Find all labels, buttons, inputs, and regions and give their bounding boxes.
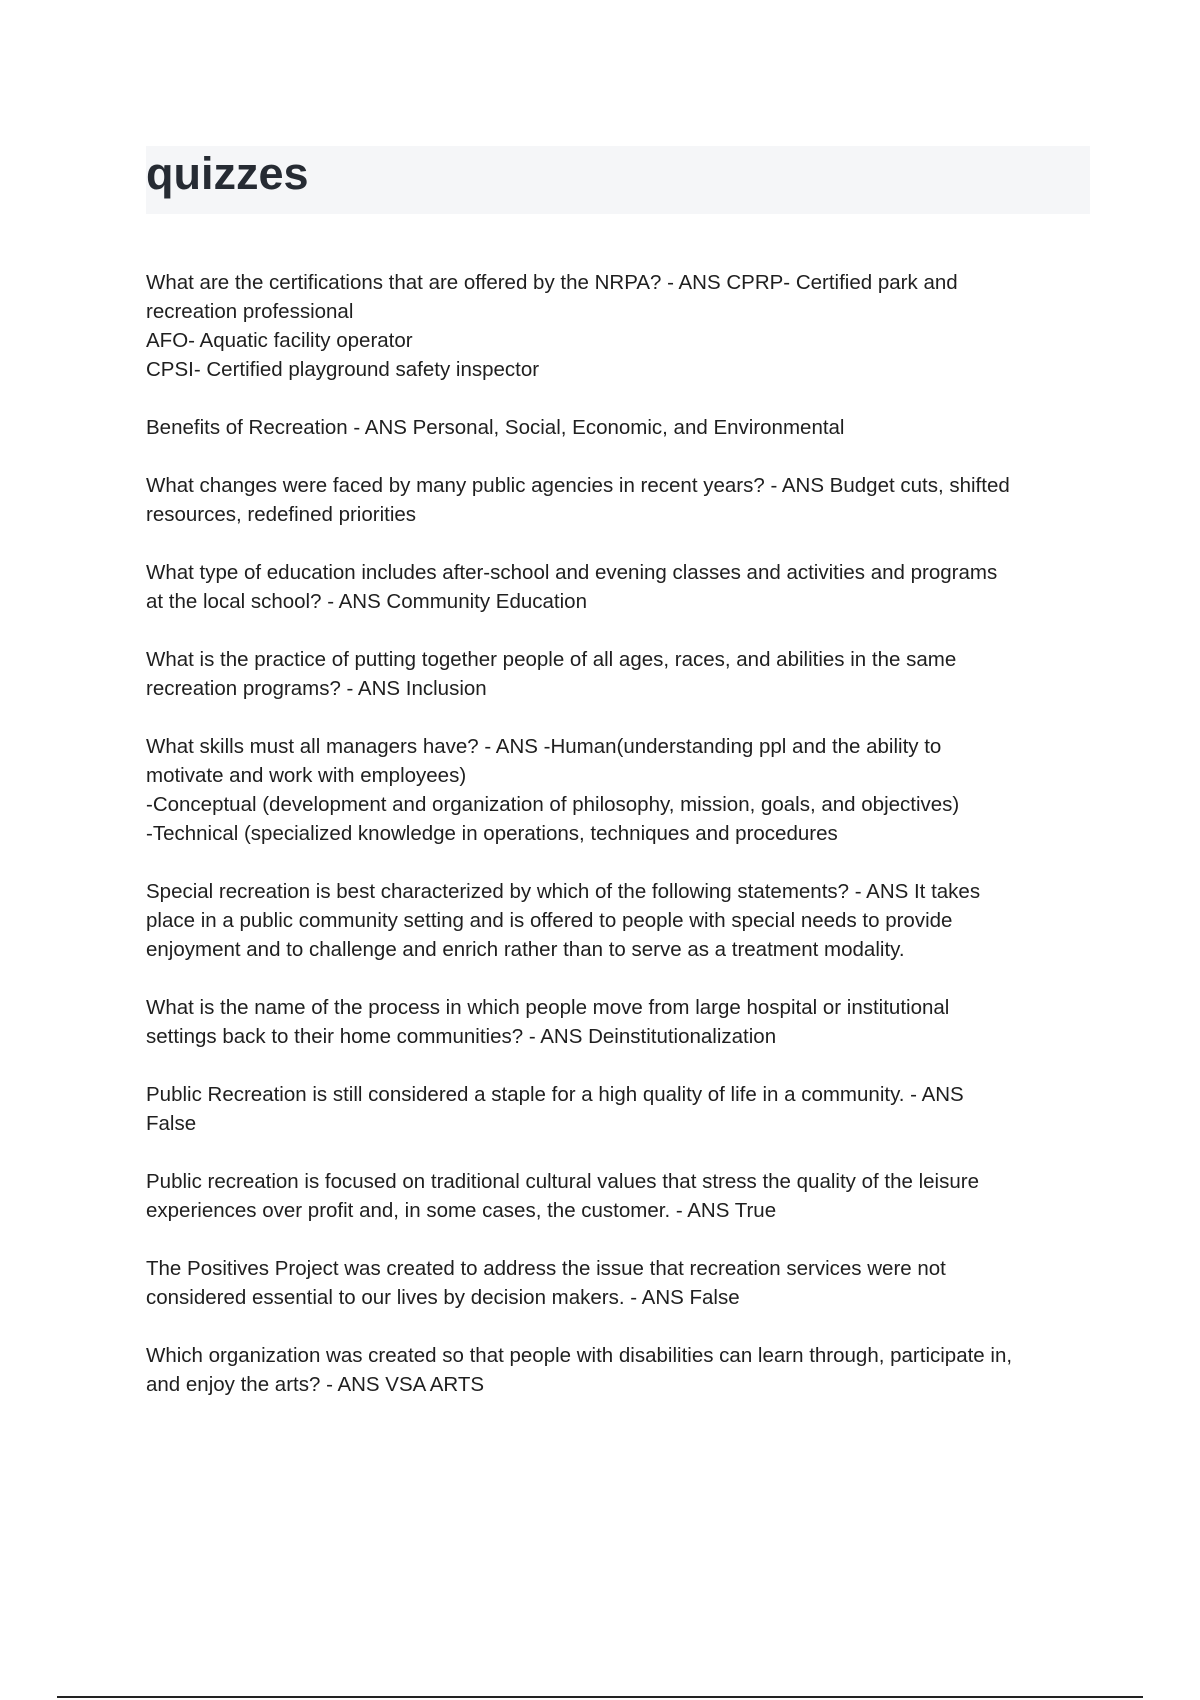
qa-entry-line: What skills must all managers have? - ANS -Human(understanding ppl and the ability to [146,735,942,758]
qa-entry-line: Benefits of Recreation - ANS Personal, Social, Economic, and Environmental [146,416,845,439]
qa-entry-line: motivate and work with employees) [146,764,467,787]
qa-entry-line: settings back to their home communities? - ANS Deinstitutionalization [146,1025,777,1048]
qa-entry [146,413,1086,442]
footer-divider [57,1696,1143,1698]
qa-entry-line: experiences over profit and, in some cases, the customer. - ANS True [146,1199,777,1222]
qa-entry-line: Which organization was created so that people with disabilities can learn through, participate in, [146,1344,1013,1367]
qa-entry [146,558,1086,616]
qa-entry-line: recreation programs? - ANS Inclusion [146,677,487,700]
qa-entry-line: considered essential to our lives by decision makers. - ANS False [146,1286,740,1309]
qa-entry-line: The Positives Project was created to address the issue that recreation services were not [146,1257,946,1280]
qa-entry-line: -Conceptual (development and organization of philosophy, mission, goals, and objectives) [146,793,960,816]
qa-entry-line: and enjoy the arts? - ANS VSA ARTS [146,1373,485,1396]
qa-entry-line: at the local school? - ANS Community Education [146,590,587,613]
qa-entry-line: Public recreation is focused on traditional cultural values that stress the quality of the leisure [146,1170,979,1193]
qa-entry [146,732,1086,848]
qa-entry-line: -Technical (specialized knowledge in operations, techniques and procedures [146,822,838,845]
qa-entry [146,993,1086,1051]
qa-entry [146,877,1086,964]
qa-entry-line: resources, redefined priorities [146,503,417,526]
qa-entry [146,1254,1086,1312]
qa-entry-line: What are the certifications that are offered by the NRPA? - ANS CPRP- Certified park and [146,271,958,294]
title-banner [146,146,1090,214]
qa-entry-line: What is the name of the process in which people move from large hospital or institutional [146,996,950,1019]
qa-entry [146,1167,1086,1225]
qa-entry [146,645,1086,703]
qa-entry-line: What is the practice of putting together people of all ages, races, and abilities in the same [146,648,957,671]
qa-entry-line: False [146,1112,197,1135]
qa-entry-line: recreation professional [146,300,354,323]
qa-entry [146,1341,1086,1399]
qa-entry-line: AFO- Aquatic facility operator [146,329,413,352]
qa-entry [146,471,1086,529]
qa-list [146,268,1086,1428]
qa-entry-line: What changes were faced by many public agencies in recent years? - ANS Budget cuts, shifted [146,474,1010,497]
qa-entry-line: place in a public community setting and is offered to people with special needs to provide [146,909,953,932]
qa-entry-line: enjoyment and to challenge and enrich rather than to serve as a treatment modality. [146,938,905,961]
qa-entry-line: Special recreation is best characterized by which of the following statements? - ANS It takes [146,880,981,903]
qa-entry [146,268,1086,384]
qa-entry-line: What type of education includes after-school and evening classes and activities and programs [146,561,998,584]
page-title: quizzes [146,148,309,199]
qa-entry-line: CPSI- Certified playground safety inspector [146,358,540,381]
qa-entry-line: Public Recreation is still considered a staple for a high quality of life in a community. - ANS [146,1083,964,1106]
qa-entry [146,1080,1086,1138]
